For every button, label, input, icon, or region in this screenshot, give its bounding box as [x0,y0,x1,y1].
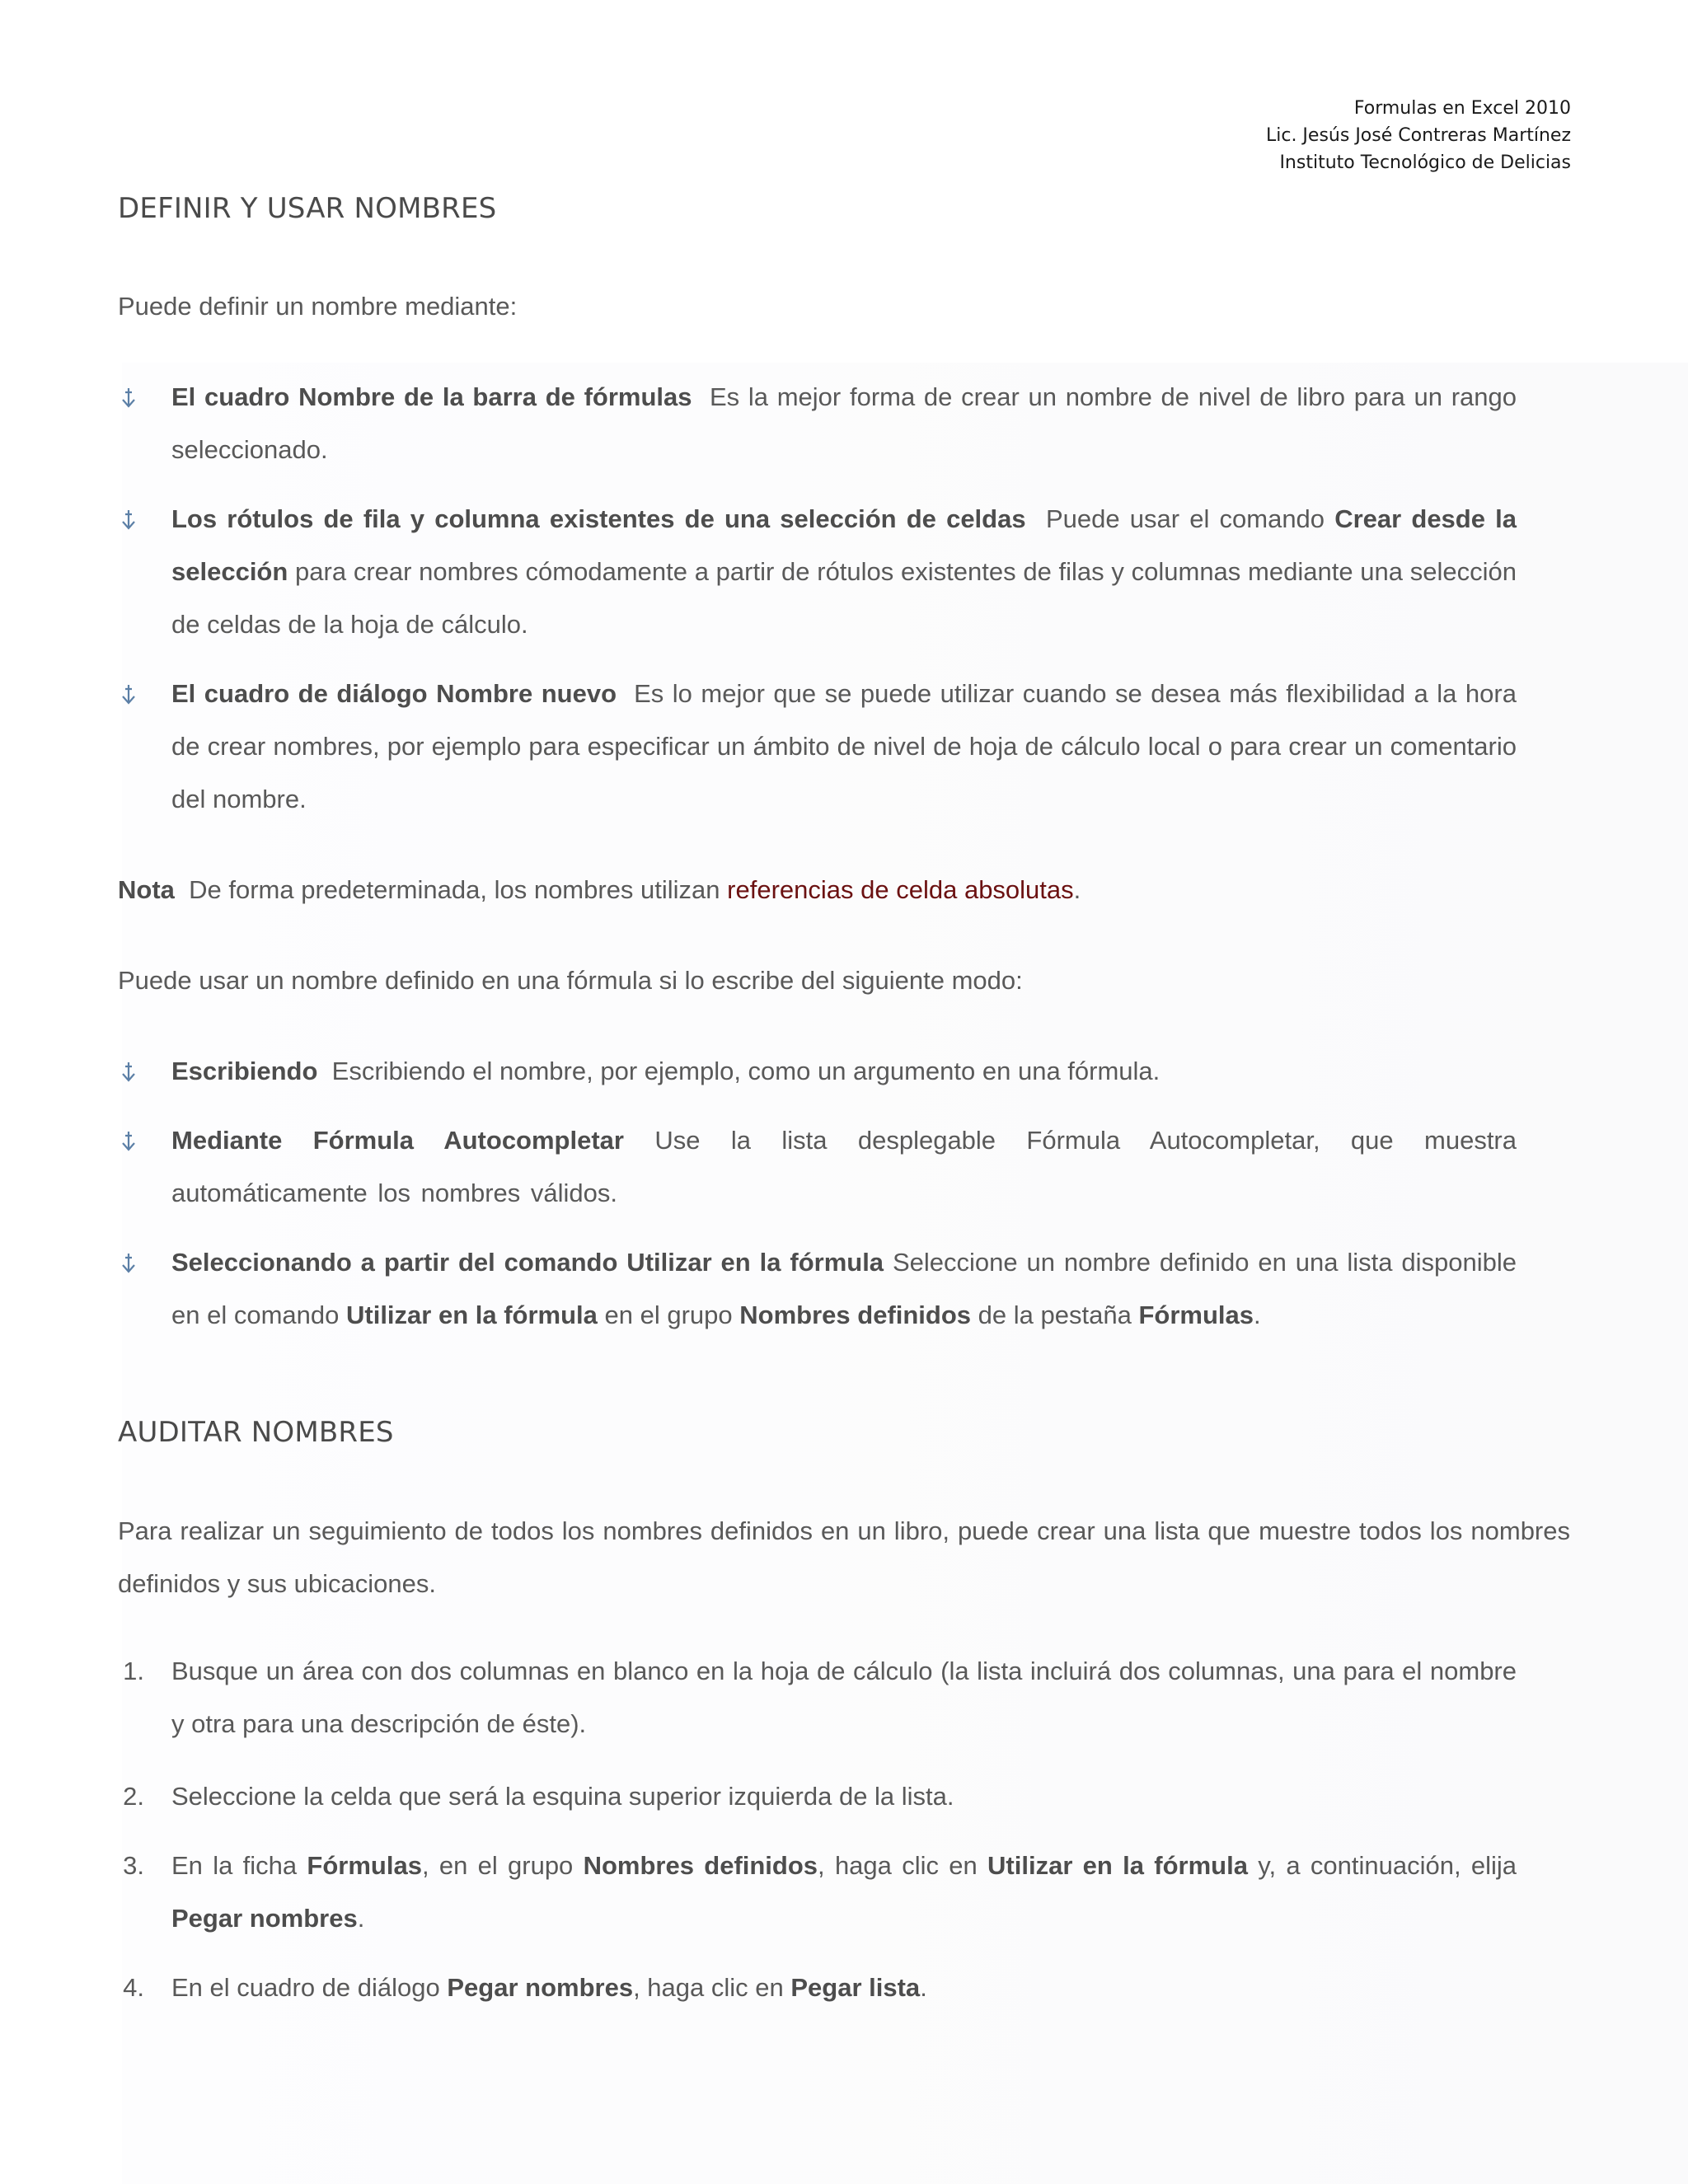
step-text: Busque un área con dos columnas en blanco en la hoja de cálculo (la lista incluirá dos columnas, una para el nombre y otra para una descripción de éste). [171,1657,1517,1738]
anchor-arrow-icon [118,682,139,707]
list-item-text: Seleccionando a partir del comando Utilizar en la fórmula Seleccione un nombre definido en una lista disponible en el comando Utilizar en la fórmula en el grupo Nombres definidos de la pestaña Fórmulas. [171,1248,1517,1329]
step-number: 4. [123,1973,144,2002]
note-paragraph: Nota De forma predeterminada, los nombres utilizan referencias de celda absolutas. [118,875,1081,904]
header-title: Formulas en Excel 2010 [1353,98,1571,119]
list-item-text: Los rótulos de fila y columna existentes de una selección de celdas Puede usar el comando Crear desde la selección para crear nombres cómodamente a partir de rótulos existentes de filas y columnas mediante una selección de celdas de la hoja de cálculo. [171,504,1517,639]
step-text: Seleccione la celda que será la esquina superior izquierda de la lista. [171,1782,954,1811]
anchor-arrow-icon [118,1060,139,1085]
step-text: En el cuadro de diálogo Pegar nombres, haga clic en Pegar lista. [171,1973,927,2002]
list-item-heading: Mediante Fórmula Autocompletar [171,1126,624,1155]
note-label: Nota [118,875,175,904]
anchor-arrow-icon [118,1129,139,1154]
header-institution: Instituto Tecnológico de Delicias [1279,152,1571,173]
step-text: En la ficha Fórmulas, en el grupo Nombres definidos, haga clic en Utilizar en la fórmula y, a continuación, elija Pegar nombres. [171,1851,1517,1933]
step-number: 1. [123,1657,144,1685]
step-number: 2. [123,1782,144,1811]
anchor-arrow-icon [118,508,139,532]
list-item-text: El cuadro de diálogo Nombre nuevo Es lo mejor que se puede utilizar cuando se desea más flexibilidad a la hora de crear nombres, por ejemplo para especificar un ámbito de nivel de hoja de cálculo local o para crear un comentario del nombre. [171,679,1517,813]
list-item-text: Mediante Fórmula Autocompletar Use la lista desplegable Fórmula Autocompletar, que muestra automáticamente los nombres válidos. [171,1126,1517,1207]
anchor-arrow-icon [118,1251,139,1276]
list-item-heading: El cuadro de diálogo Nombre nuevo [171,679,617,708]
intro-paragraph: Puede definir un nombre mediante: [118,292,518,321]
anchor-arrow-icon [118,386,139,410]
list-item-heading: Seleccionando a partir del comando Utilizar en la fórmula [171,1248,884,1277]
list-item-heading: El cuadro Nombre de la barra de fórmulas [171,382,692,411]
list-item-text: El cuadro Nombre de la barra de fórmulas Es la mejor forma de crear un nombre de nivel de libro para un rango seleccionado. [171,382,1517,464]
section-title-definir: DEFINIR Y USAR NOMBRES [118,192,497,225]
list-item-heading: Los rótulos de fila y columna existentes de una selección de celdas [171,504,1026,533]
usage-intro-paragraph: Puede usar un nombre definido en una fórmula si lo escribe del siguiente modo: [118,966,1023,995]
section-title-auditar: AUDITAR NOMBRES [118,1416,394,1449]
absolute-references-link[interactable]: referencias de celda absolutas [727,875,1074,904]
document-header [1266,95,1571,176]
header-author: Lic. Jesús José Contreras Martínez [1265,125,1571,146]
list-item-text: Escribiendo Escribiendo el nombre, por ejemplo, como un argumento en una fórmula. [171,1057,1160,1085]
step-number: 3. [123,1851,144,1880]
list-item-heading: Escribiendo [171,1057,318,1085]
audit-intro-paragraph: Para realizar un seguimiento de todos los nombres definidos en un libro, puede crear una lista que muestre todos los nombres definidos y sus ubicaciones. [118,1516,1570,1598]
